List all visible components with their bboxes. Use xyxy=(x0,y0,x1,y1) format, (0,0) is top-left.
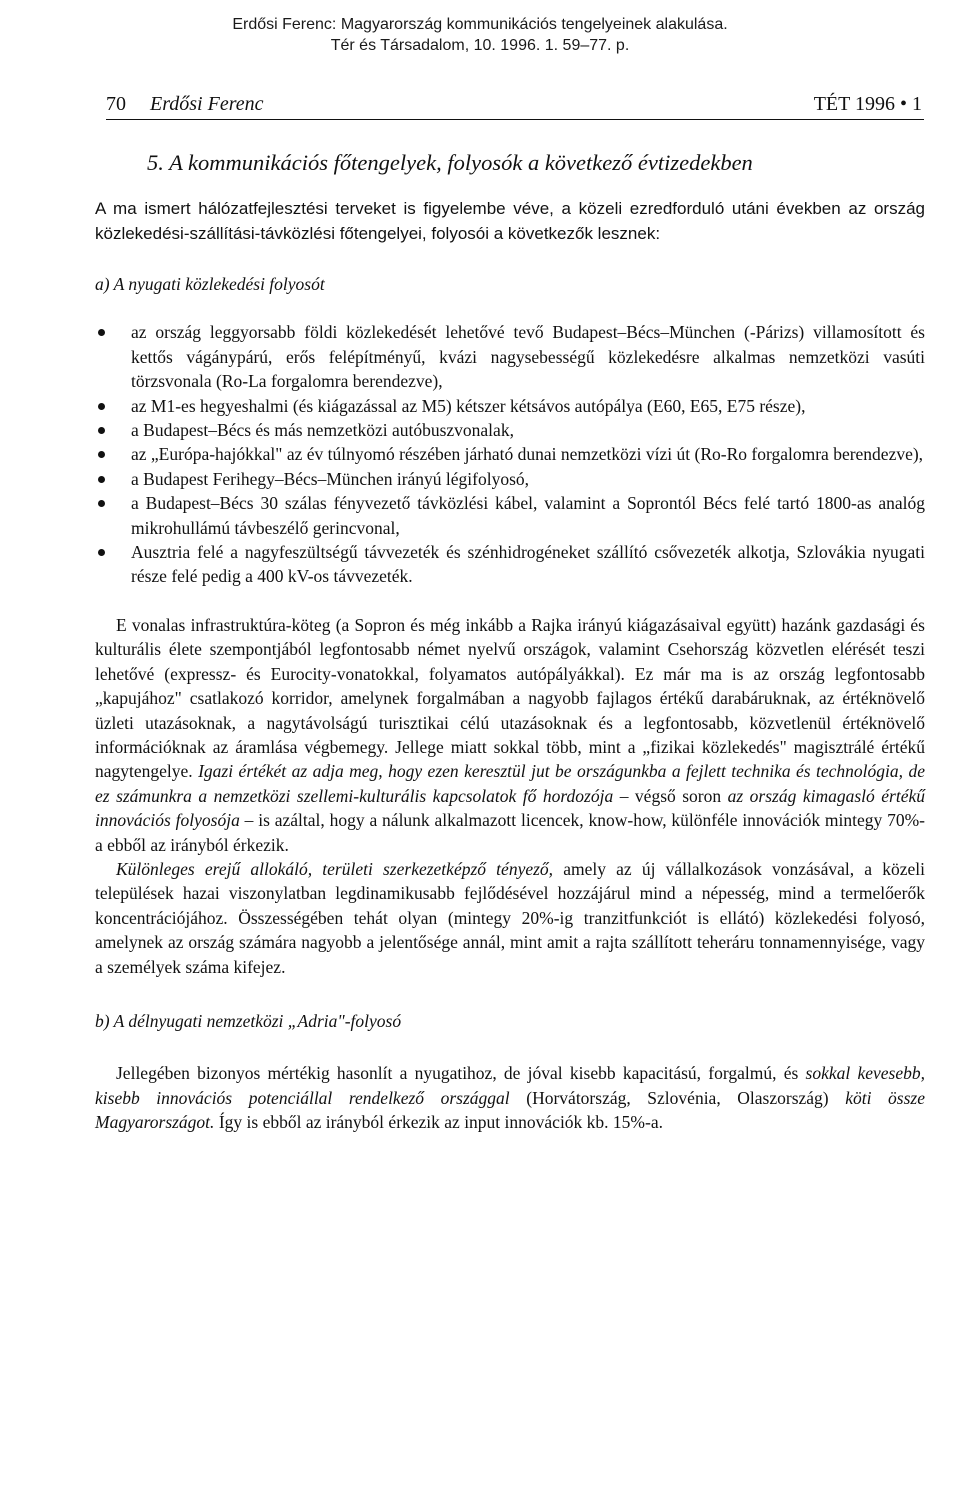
text-run: Így is ebből az irányból érkezik az input innovációk kb. 15%-a. xyxy=(214,1112,663,1133)
citation-line-2: Tér és Társadalom, 10. 1996. 1. 59–77. p. xyxy=(330,37,630,54)
list-item-text: az M1-es hegyeshalmi (és kiágazással az M5) kétszer kétsávos autópálya (E60, E65, E75 része), xyxy=(131,395,806,416)
list-item xyxy=(131,418,925,442)
list-item-text: a Budapest–Bécs 30 szálas fényvezető távközlési kábel, valamint a Soprontól Bécs felé tartó 1800-as analóg mikrohullámú távbeszélő gerincvonal, xyxy=(131,493,925,538)
citation xyxy=(0,14,960,56)
bullet-icon xyxy=(98,451,105,458)
body-paragraph-3 xyxy=(95,1061,925,1134)
bullet-icon xyxy=(98,403,105,410)
text-run: Jellegében bizonyos mértékig hasonlít a nyugatihoz, de jóval kisebb kapacitású, forgalmú, és xyxy=(116,1063,806,1084)
emphasis-run: Különleges erejű allokáló, területi szerkezetképző tényező, xyxy=(116,858,554,879)
list-item-text: a Budapest–Bécs és más nemzetközi autóbuszvonalak, xyxy=(131,420,514,441)
body-paragraph-2 xyxy=(95,857,925,979)
bullet-icon xyxy=(98,427,105,434)
bullet-icon xyxy=(98,549,105,556)
citation-line-1: Erdősi Ferenc: Magyarország kommunikációs tengelyeinek alakulása. xyxy=(232,16,728,33)
emphasis-run: köti össze Magyarországot. xyxy=(95,1087,925,1133)
running-header xyxy=(106,92,924,120)
list-item xyxy=(131,540,925,589)
list-item-text: az ország leggyorsabb földi közlekedését lehetővé tevő Budapest–Bécs–München (-Párizs) villamosított és kettős vágánypárú, erős felépítményű, kvázi nagysebességű közlekedésre alkalmas nemzetközi vasúti törzsvonala (Ro-La forgalomra berendezve), xyxy=(131,322,925,392)
body-paragraph-1 xyxy=(95,613,925,857)
list-item-text: az „Európa-hajókkal" az év túlnyomó részében járható dunai nemzetközi vízi út (Ro-Ro forgalomra berendezve), xyxy=(131,444,924,465)
emphasis-run: az ország kimagasló értékű innovációs folyosója xyxy=(95,785,925,831)
emphasis-run: sokkal kevesebb, kisebb innovációs potenciállal rendelkező országgal xyxy=(95,1063,925,1108)
text-run: amely az új vállalkozások vonzásával, a közeli települések hazai viszonylatban legdinamikusabb fejlődésével hozzájárul mind a népesség, mind a termelőerők koncentrációjához. Összességében tehát olyan (mintegy 20%-ig tranzitfunkciót is ellátó) közlekedési folyosó, amelynek az ország számára nagyobb a jelentősége annál, mint amit a rajta szállított teheráru tonnamennyisége, vagy a személyek száma kifejez. xyxy=(95,858,925,977)
bullet-list xyxy=(95,320,925,588)
list-item-text: Ausztria felé a nagyfeszültségű távvezeték és szénhidrogéneket szállító csővezeték alkotja, Szlovákia nyugati része felé pedig a 400 kV-os távvezeték. xyxy=(131,542,925,587)
list-item xyxy=(131,467,925,491)
section-title: 5. A kommunikációs főtengelyek, folyosók a következő évtizedekben xyxy=(147,150,753,175)
bullet-icon xyxy=(98,329,105,336)
list-item xyxy=(131,491,925,540)
running-author: Erdősi Ferenc xyxy=(150,93,264,115)
text-run: (Horvátország, Szlovénia, Olaszország) xyxy=(509,1087,846,1108)
journal-label: TÉT 1996 • 1 xyxy=(813,93,922,115)
text-run: – végső soron xyxy=(613,785,728,806)
text-run: – is azáltal, hogy a nálunk alkalmazott licencek, know-how, különféle innovációk mintegy 70%-a ebből az irányból érkezik. xyxy=(95,810,926,855)
page-number: 70 xyxy=(106,93,126,115)
intro-paragraph: A ma ismert hálózatfejlesztési terveket is figyelembe véve, a közeli ezredforduló utáni években az ország közlekedési-szállítási-távközlési főtengelyei, folyosói a következők lesznek: xyxy=(95,199,925,243)
bullet-icon xyxy=(98,500,105,507)
subsection-b-heading: b) A délnyugati nemzetközi „Adria"-folyosó xyxy=(95,1010,402,1031)
subsection-a-heading: a) A nyugati közlekedési folyosót xyxy=(95,274,325,294)
bullet-icon xyxy=(98,476,105,483)
list-item xyxy=(131,320,925,393)
list-item xyxy=(131,394,925,418)
list-item xyxy=(131,442,925,466)
article-body xyxy=(95,148,925,1135)
text-run: E vonalas infrastruktúra-köteg (a Sopron és még inkább a Rajka irányú kiágazásaival együtt) hazánk gazdasági és kulturális élete szempontjából legfontosabb német nyelvű országok, valamint Csehország közvetlen elérését teszi lehetővé (expressz- és Eurocity-vonatokkal, folyamatos autópályákkal). Ez már ma is az ország legfontosabb „kapujához" csatlakozó korridor, amelynek forgalmában a nagyobb fajlagos értékű darabáruknak, az értéknövelő üzleti utazásoknak, a nagytávolságú turisztikai célú utazásoknak és a legfontosabb, közvetlenül értéknövelő információknak az áramlása végbemegy. Jellege miatt sokkal több, mint a „fizikai közlekedés" magisztrálé értékű nagytengelye. xyxy=(95,614,925,782)
list-item-text: a Budapest Ferihegy–Bécs–München irányú légifolyosó, xyxy=(131,468,530,489)
emphasis-run: Igazi értékét az adja meg, hogy ezen keresztül jut be országunkba a fejlett technika és technológia, de ez számunkra a nemzetközi szellemi-kulturális kapcsolatok fő hordozója xyxy=(95,761,925,806)
